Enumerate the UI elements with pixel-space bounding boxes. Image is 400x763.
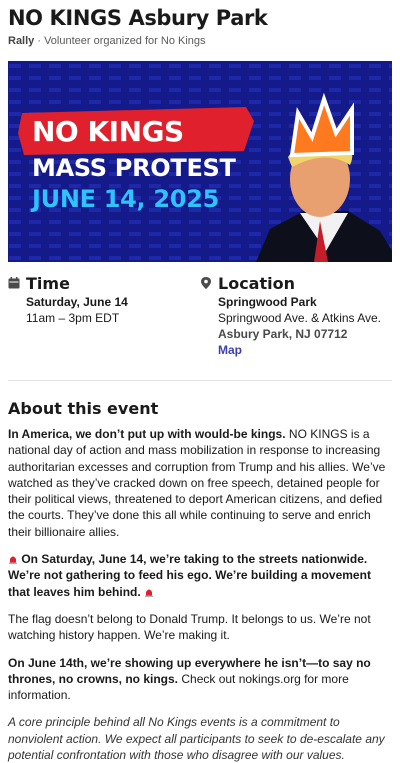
about-heading: About this event [8,399,159,418]
page-title: NO KINGS Asbury Park [8,6,268,30]
about-paragraph-1 [8,426,392,540]
alarm-light-icon [8,554,18,564]
event-details [8,274,392,366]
time-heading: Time [26,274,70,293]
about-p4-text: Check out nokings.org for more information. [8,671,349,703]
location-section [200,274,392,366]
location-heading: Location [218,274,295,293]
alarm-light-icon [144,587,154,597]
venue-city: Asbury Park, NJ 07712 [218,327,348,341]
map-pin-icon [200,277,212,289]
about-p1-text: NO KINGS is a national day of action and mass mobilization in response to increasing authoritarian excesses and corruption from Trump and his allies. We’ve watched as they’ve cracked down on free speech, detained people for their political views, threatened to deport American citizens, and defied the courts. They’ve done this all while continuing to serve and enrich their billionaire allies. [8,427,386,539]
banner-subheadline: MASS PROTEST [32,154,236,182]
event-hours: 11am – 3pm EDT [26,311,120,325]
calendar-icon [8,277,20,289]
about-p1-bold: In America, we don’t put up with would-be kings. [8,427,286,441]
event-banner-image [8,61,392,262]
about-paragraph-5: A core principle behind all No Kings events is a commitment to nonviolent action. We expect all participants to seek to de-escalate any potential confrontation with those who disagree with our values. [8,715,385,763]
about-p2-bold: On Saturday, June 14, we’re taking to the streets nationwide. We’re not gathering to feed his ego. We’re building a movement that leaves him behind. [8,552,371,599]
time-section [8,274,200,366]
venue-name: Springwood Park [218,295,317,309]
section-divider [8,380,392,381]
event-subtitle [8,35,392,53]
event-category[interactable]: Rally [8,35,35,47]
banner-date: JUNE 14, 2025 [32,185,220,213]
about-p4-bold: On June 14th, we’re showing up everywhere he isn’t—to say no thrones, no crowns, no kings. [8,655,371,686]
about-paragraph-3: The flag doesn’t belong to Donald Trump. It belongs to us. We’re not watching history happen. We’re making it. [8,611,371,643]
about-paragraph-4 [8,655,392,704]
venue-street: Springwood Ave. & Atkins Ave. [218,311,381,325]
about-paragraph-2 [8,551,392,600]
event-date: Saturday, June 14 [26,295,128,309]
organizer-text: · Volunteer organized for No Kings [34,35,206,47]
banner-headline: NO KINGS [32,115,184,148]
map-link[interactable]: Map [218,343,242,357]
